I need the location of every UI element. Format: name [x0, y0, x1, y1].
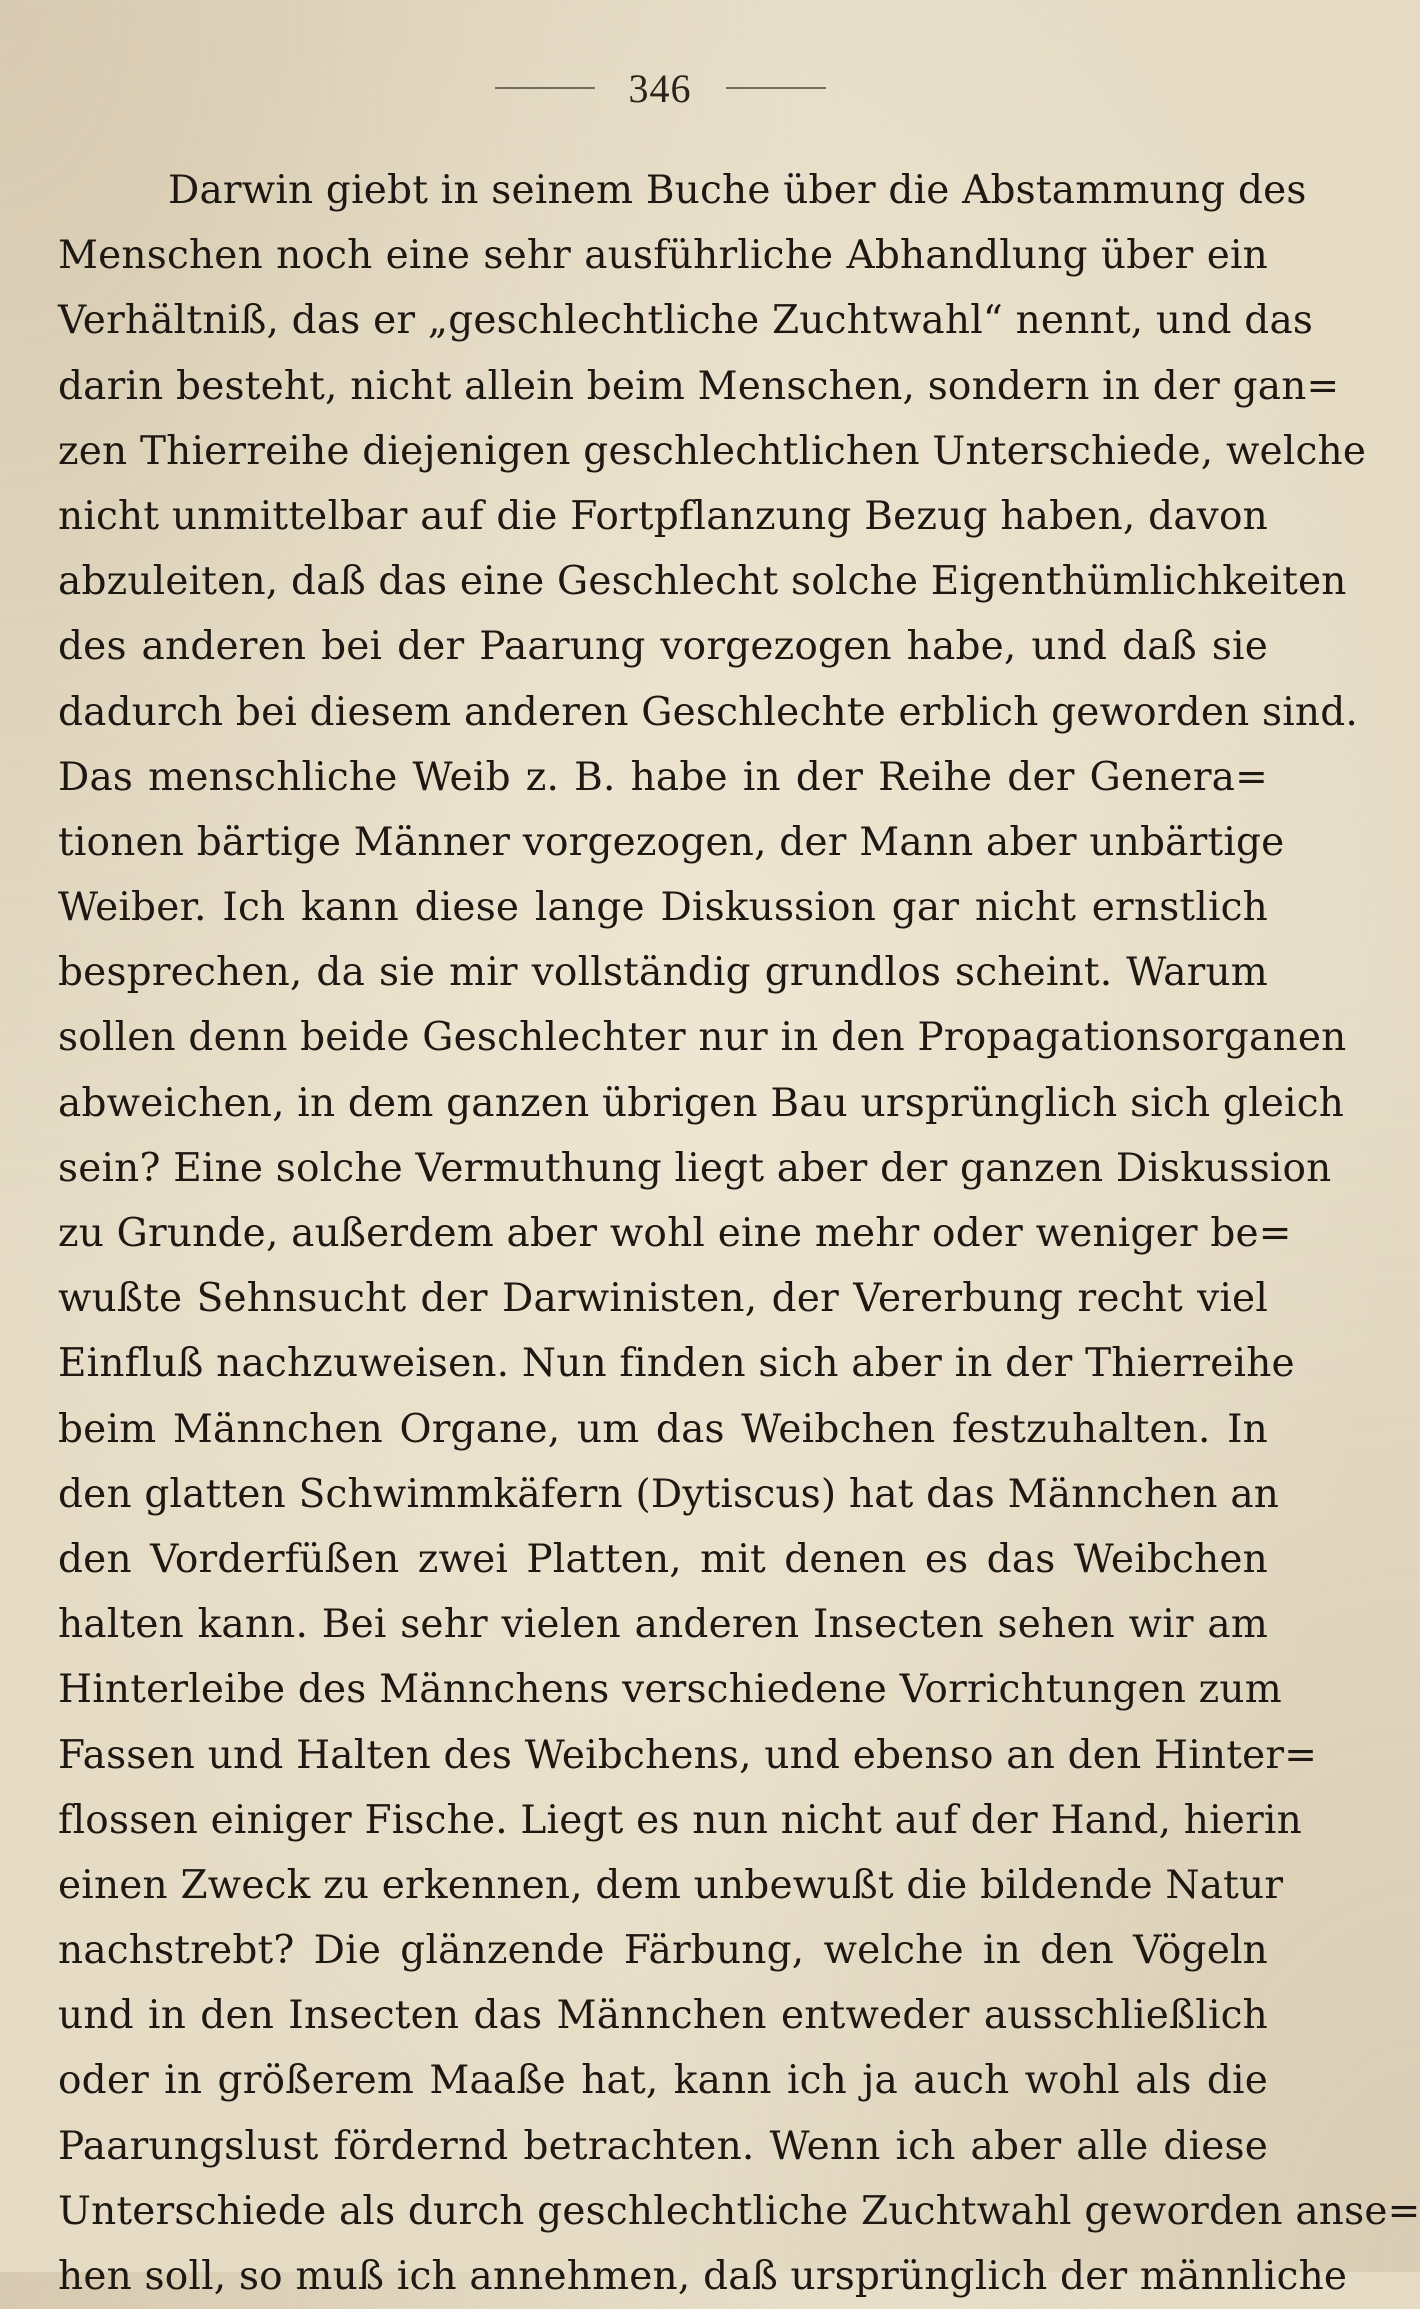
text-line: hen soll, so muß ich annehmen, daß ursprünglich der männliche	[58, 2254, 1348, 2299]
text-line: Einfluß nachzuweisen. Nun finden sich aber in der Thierreihe	[58, 1341, 1295, 1387]
text-line: beim Männchen Organe, um das Weibchen festzuhalten. In	[58, 1406, 1268, 1452]
page-header	[0, 58, 1320, 118]
text-line: Paarungslust fördernd betrachten. Wenn ich aber alle diese	[58, 2123, 1268, 2169]
text-line: und in den Insecten das Männchen entweder ausschließlich	[58, 1993, 1268, 2039]
text-line: den Vorderfüßen zwei Platten, mit denen es das Weibchen	[58, 1536, 1268, 1582]
text-line: zu Grunde, außerdem aber wohl eine mehr oder weniger be=	[58, 1211, 1292, 1256]
text-line: Weiber. Ich kann diese lange Diskussion gar nicht ernstlich	[58, 885, 1268, 931]
body-text	[58, 158, 1420, 2309]
text-line: des anderen bei der Paarung vorgezogen habe, und daß sie	[58, 624, 1268, 670]
text-line: flossen einiger Fische. Liegt es nun nicht auf der Hand, hierin	[58, 1797, 1302, 1843]
text-line: nicht unmittelbar auf die Fortpflanzung Bezug haben, davon	[58, 493, 1268, 539]
text-line: Verhältniß, das er „geschlechtliche Zuchtwahl“ nennt, und das	[58, 298, 1314, 344]
text-line: wußte Sehnsucht der Darwinisten, der Vererbung recht viel	[58, 1276, 1268, 1322]
text-line: tionen bärtige Männer vorgezogen, der Mann aber unbärtige	[58, 819, 1285, 865]
text-line: darin besteht, nicht allein beim Menschen, sondern in der gan=	[58, 363, 1340, 409]
page-number: 346	[628, 65, 692, 111]
header-rule-left	[495, 87, 595, 89]
text-line: Fassen und Halten des Weibchens, und ebenso an den Hinter=	[58, 1732, 1318, 1778]
text-line: dadurch bei diesem anderen Geschlechte erblich geworden sind.	[58, 689, 1358, 735]
text-line: sein? Eine solche Vermuthung liegt aber der ganzen Diskussion	[58, 1145, 1332, 1191]
header-rule-right	[726, 87, 826, 89]
text-line: nachstrebt? Die glänzende Färbung, welche in den Vögeln	[58, 1928, 1268, 1974]
text-line: halten kann. Bei sehr vielen anderen Insecten sehen wir am	[58, 1602, 1268, 1648]
text-line: besprechen, da sie mir vollständig grundlos scheint. Warum	[58, 950, 1268, 996]
text-line: abzuleiten, daß das eine Geschlecht solche Eigenthümlichkeiten	[58, 559, 1347, 605]
text-line: zen Thierreihe diejenigen geschlechtlichen Unterschiede, welche	[58, 428, 1367, 474]
text-line: einen Zweck zu erkennen, dem unbewußt die bildende Natur	[58, 1862, 1284, 1908]
text-line: Hinterleibe des Männchens verschiedene Vorrichtungen zum	[58, 1667, 1282, 1713]
text-line: den glatten Schwimmkäfern (Dytiscus) hat das Männchen an	[58, 1471, 1280, 1517]
text-line: Das menschliche Weib z. B. habe in der Reihe der Genera=	[58, 754, 1268, 800]
text-line: Darwin giebt in seinem Buche über die Abstammung des	[168, 168, 1307, 213]
text-line: sollen denn beide Geschlechter nur in den Propagationsorganen	[58, 1015, 1347, 1061]
text-line: Unterschiede als durch geschlechtliche Zuchtwahl geworden anse=	[58, 2188, 1420, 2234]
text-line: abweichen, in dem ganzen übrigen Bau ursprünglich sich gleich	[58, 1080, 1345, 1126]
text-line: oder in größerem Maaße hat, kann ich ja auch wohl als die	[58, 2058, 1268, 2104]
text-line: Menschen noch eine sehr ausführliche Abhandlung über ein	[58, 233, 1268, 279]
